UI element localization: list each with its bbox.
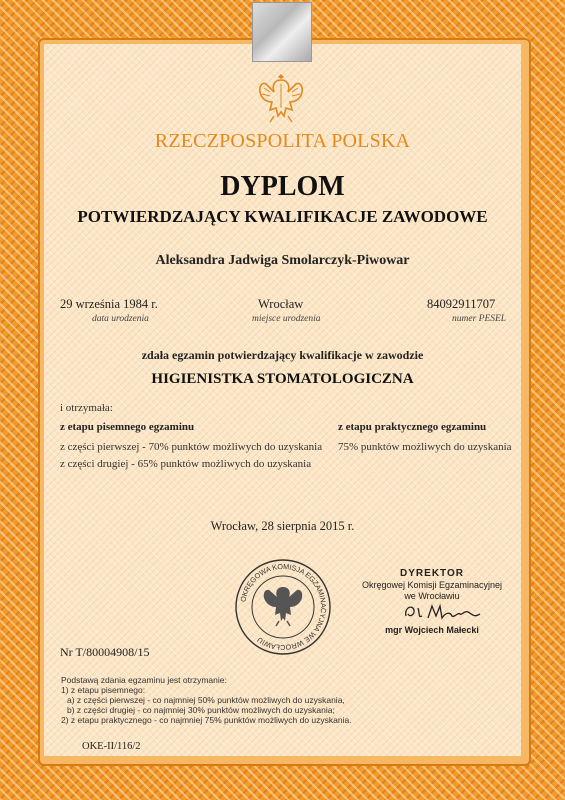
- basis-line: 2) z etapu praktycznego - co najmniej 75% punktów możliwych do uzyskania.: [61, 715, 352, 725]
- basis-line: a) z części pierwszej - co najmniej 50% punktów możliwych do uzyskania,: [67, 695, 345, 705]
- practical-exam-heading: z etapu praktycznego egzaminu: [338, 421, 487, 433]
- director-signature: [402, 600, 484, 624]
- practical-result: 75% punktów możliwych do uzyskania: [338, 441, 512, 453]
- birth-place-caption: miejsce urodzenia: [252, 314, 321, 324]
- birth-date-caption: data urodzenia: [92, 314, 149, 324]
- director-title: DYREKTOR: [400, 568, 464, 579]
- svg-text:OKRĘGOWA KOMISJA EGZAMINACYJNA: OKRĘGOWA KOMISJA EGZAMINACYJNA WE WROCŁAWIU: [238, 561, 329, 653]
- basis-line: 1) z etapu pisemnego:: [61, 685, 146, 695]
- birth-date: 29 września 1984 r.: [60, 297, 158, 311]
- pesel-caption: numer PESEL: [452, 314, 507, 324]
- issue-place-date: Wrocław, 28 sierpnia 2015 r.: [210, 519, 355, 533]
- basis-line: Podstawą zdania egzaminu jest otrzymanie:: [61, 675, 227, 685]
- country-name: RZECZPOSPOLITA POLSKA: [154, 130, 411, 152]
- written-part1-result: z części pierwszej - 70% punktów możliwych do uzyskania: [60, 441, 323, 453]
- birth-place: Wrocław: [258, 297, 304, 311]
- diploma-number: Nr T/80004908/15: [60, 645, 150, 659]
- written-part2-result: z części drugiej - 65% punktów możliwych do uzyskania: [60, 458, 312, 470]
- director-org-line2: we Wrocławiu: [404, 591, 460, 601]
- eagle-emblem-icon: [256, 70, 306, 126]
- holder-name: Aleksandra Jadwiga Smolarczyk-Piwowar: [155, 253, 410, 268]
- profession-title: HIGIENISTKA STOMATOLOGICZNA: [151, 371, 414, 387]
- director-name: mgr Wojciech Małecki: [385, 625, 479, 635]
- written-exam-heading: z etapu pisemnego egzaminu: [60, 421, 195, 433]
- exam-passed-text: zdała egzamin potwierdzający kwalifikacje w zawodzie: [141, 348, 424, 362]
- director-org-line1: Okręgowej Komisji Egzaminacyjnej: [361, 580, 503, 590]
- received-label: i otrzymała:: [60, 402, 113, 414]
- form-reference: OKE-II/116/2: [82, 741, 141, 752]
- basis-line: b) z części drugiej - co najmniej 30% punktów możliwych do uzyskania;: [67, 705, 335, 715]
- hologram-sticker: [252, 2, 312, 62]
- document-subtitle: POTWIERDZAJĄCY KWALIFIKACJE ZAWODOWE: [77, 207, 488, 226]
- pesel-number: 84092911707: [427, 297, 496, 311]
- document-title: DYPLOM: [220, 171, 345, 202]
- official-seal-stamp: [233, 557, 333, 657]
